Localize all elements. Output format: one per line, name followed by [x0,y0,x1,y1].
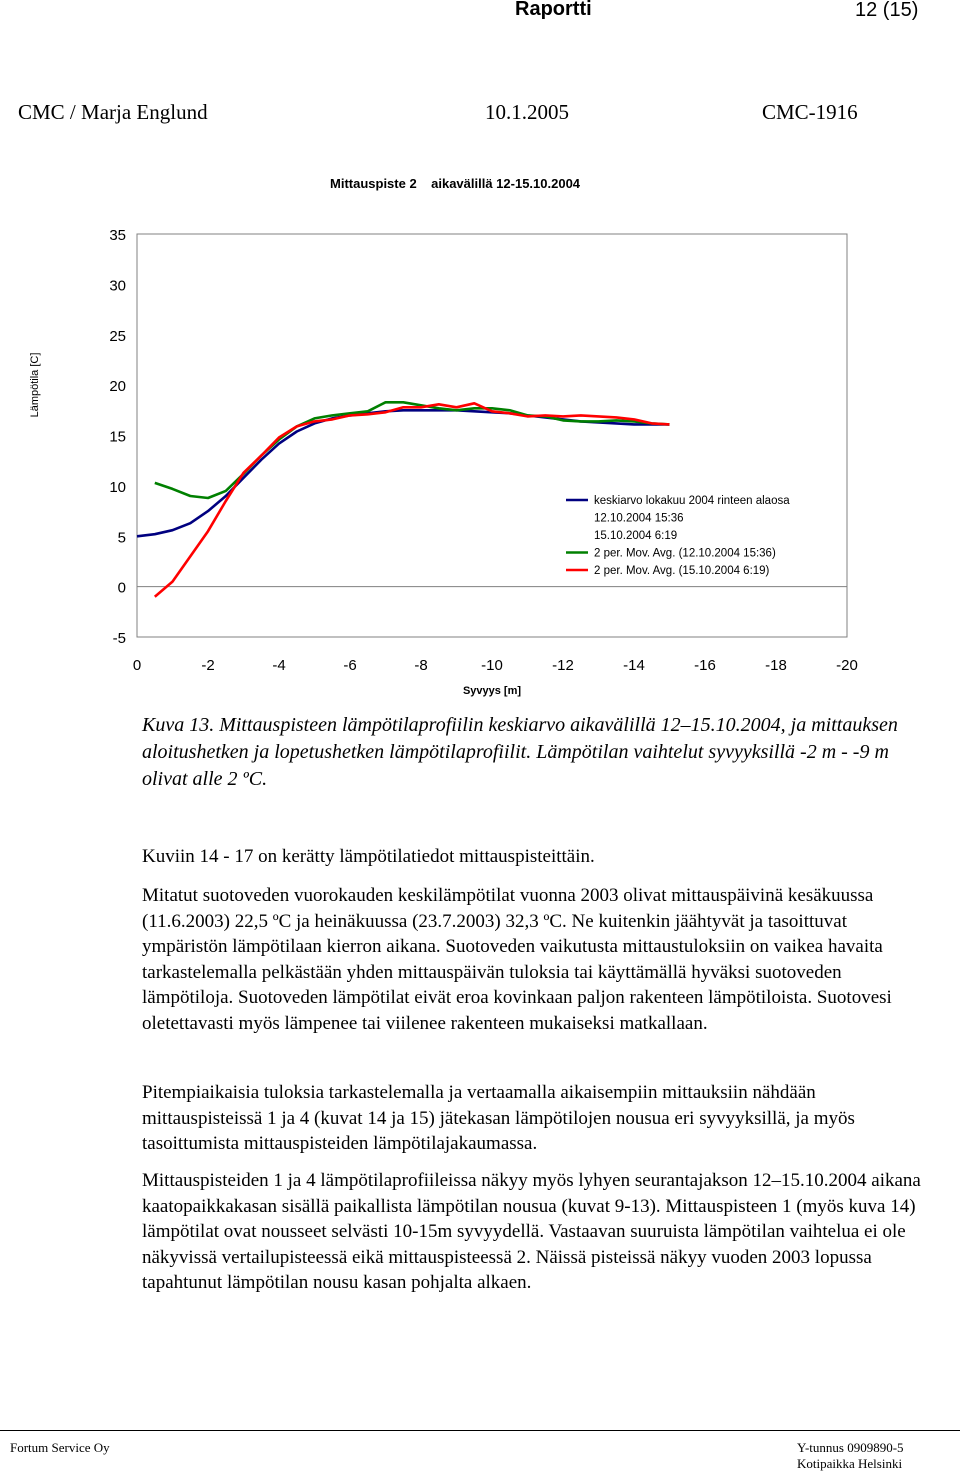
footer-company: Fortum Service Oy [10,1440,110,1455]
footer-domicile: Kotipaikka Helsinki [797,1456,903,1471]
legend-label-4: 2 per. Mov. Avg. (12.10.2004 15:36) [594,547,776,560]
chart-legend [566,495,790,577]
legend-label-5: 2 per. Mov. Avg. (15.10.2004 6:19) [594,565,770,577]
x-tick-label: -8 [414,657,428,674]
x-axis-label: Syvyys [m] [462,685,522,697]
legend-label-1: keskiarvo lokakuu 2004 rinteen alaosa [594,495,790,507]
x-tick-label: -20 [836,657,858,674]
chart-title: Mittauspiste 2 aikavälillä 12-15.10.2004 [330,176,581,191]
x-tick-label: -4 [272,657,286,674]
y-tick-label: 10 [109,478,126,496]
x-tick-label: -12 [552,657,574,674]
body-paragraph-2: Mitatut suotoveden vuorokauden keskilämpötilat vuonna 2003 olivat mittauspäivinä kesäkuussa (11.6.2003) 22,5 ºC ja heinäkuussa (23.7.2003) 32,3 ºC. Ne kuitenkin jäähtyvät ja tasoittuvat ympäristön lämpötilaan kierron aikana. Suotoveden vaikutusta mittaustuloksiin on vaikea havaita tarkastelemalla pelkästään yhden mittauspäivän tuloksia tai käyttämällä hyväksi suotoveden lämpötiloja. Suotoveden lämpötilat eivät eroa kovinkaan paljon rakenteen lämpötiloista. Suotovesi oletettavasti myös lämpenee tai viilenee rakenteen mukaiseksi matkallaan. [142,885,892,1034]
body-paragraph-3: Pitempiaikaisia tuloksia tarkastelemalla ja vertaamalla aikaisempiin mittauksiin nähdään mittauspisteissä 1 ja 4 (kuvat 14 ja 15) jätekasan lämpötilojen nousua eri syvyyksillä, ja myös tasoittumista mittauspisteiden lämpötilajakaumassa. [142,1082,855,1154]
figure-caption: Kuva 13. Mittauspisteen lämpötilaprofiilin keskiarvo aikavälillä 12–15.10.2004, ja mittauksen aloitushetken ja lopetushetken lämpötilaprofiilit. Lämpötilan vaihtelut syvyyksillä -2 m - -9 m olivat alle 2 ºC. [142,714,898,790]
x-tick-labels [133,657,858,674]
legend-label-3: 15.10.2004 6:19 [594,530,678,542]
legend-label-2: 12.10.2004 15:36 [594,512,684,525]
y-tick-labels [109,227,126,647]
author-line: CMC / Marja Englund [18,100,208,124]
body-paragraph-4: Mittauspisteiden 1 ja 4 lämpötilaprofiileissa näkyy myös lyhyen seurantajakson 12–15.10.2004 aikana kaatopaikkakasan sisällä paikallista lämpötilan nousua (kuvat 9-13). Mittauspisteen 1 (myös kuva 14) lämpötilat ovat nousseet selvästi 10-15m syvyydellä. Vastaavan suuruista lämpötilan vaihtelua ei ole näkyvissä vertailupisteessä eikä mittauspisteessä 2. Näissä pisteissä näkyy vuoden 2003 lopussa tapahtunut lämpötilan nousu kasan pohjalta alkaen. [142,1170,921,1293]
series-line-5 [155,403,670,596]
report-title: Raportti [515,0,592,20]
x-tick-label: -2 [201,657,215,674]
y-tick-label: 20 [109,378,126,396]
body-paragraph-1: Kuviin 14 - 17 on kerätty lämpötilatiedot mittauspisteittäin. [142,846,595,867]
footer-divider [0,1430,960,1431]
y-tick-label: 5 [117,529,126,547]
x-tick-label: 0 [132,657,142,674]
y-tick-label: 15 [109,428,126,446]
page-number: 12 (15) [855,0,919,21]
report-code: CMC-1916 [762,100,858,124]
footer-business-id: Y-tunnus 0909890-5 [797,1440,904,1455]
x-tick-label: -14 [623,657,645,674]
x-tick-label: -10 [481,657,503,674]
y-tick-label: 35 [109,227,126,244]
y-tick-label: 30 [109,277,126,295]
y-tick-label: -5 [112,630,126,647]
y-tick-label: 25 [109,327,126,345]
y-tick-label: 0 [117,579,126,597]
y-axis-label: Lämpötila [C] [29,352,41,418]
x-tick-label: -16 [694,657,716,674]
report-date: 10.1.2005 [485,100,569,124]
x-tick-label: -6 [343,657,357,674]
series-lines [137,402,670,596]
x-tick-label: -18 [765,657,787,674]
temperature-depth-chart [0,0,960,700]
